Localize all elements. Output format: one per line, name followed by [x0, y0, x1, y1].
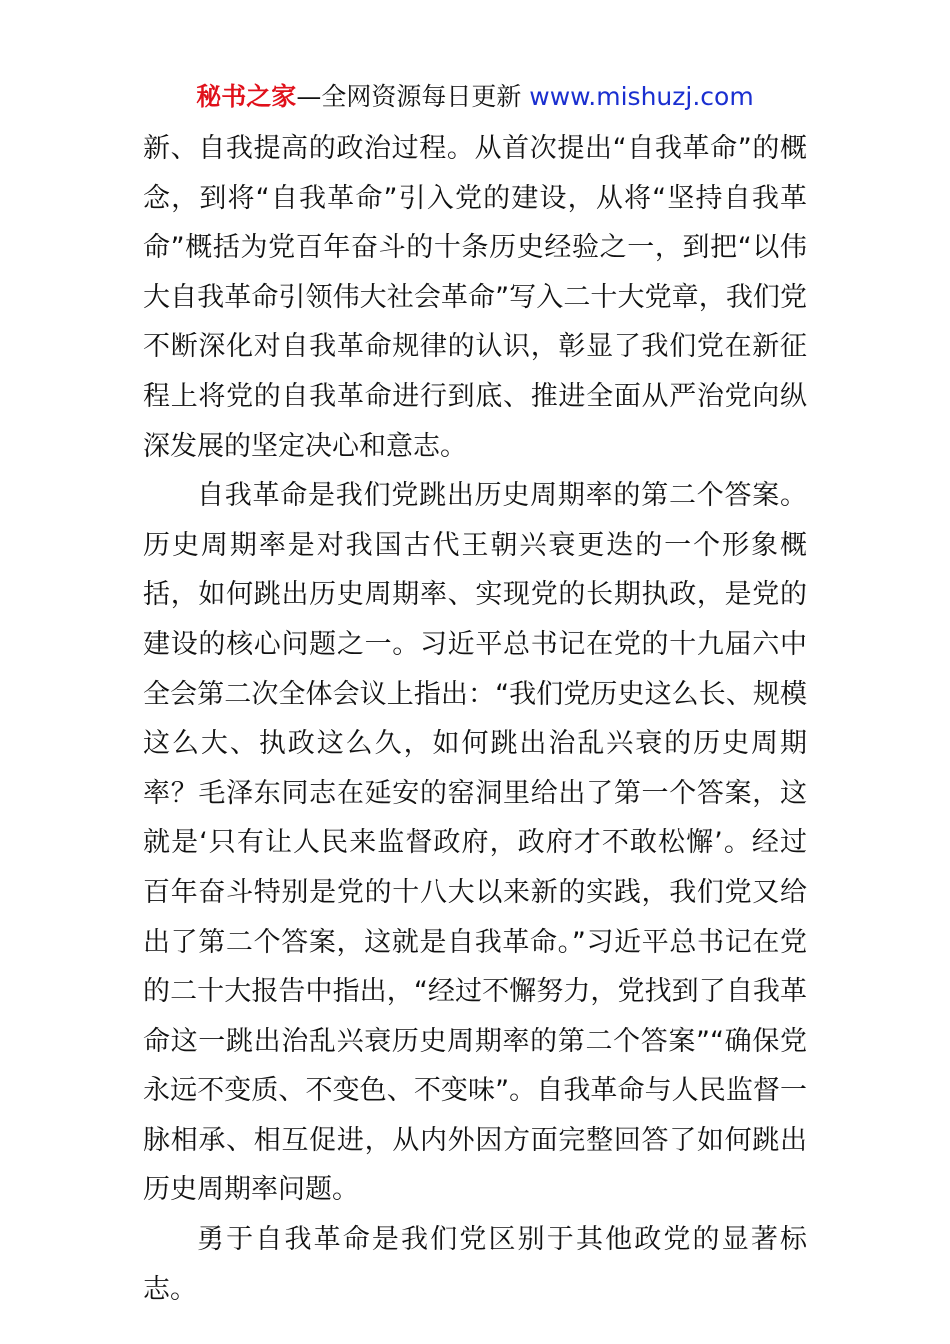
- document-body: [143, 124, 807, 1314]
- page-header: [0, 80, 950, 114]
- header-site-url[interactable]: www.mishuzj.com: [529, 82, 754, 111]
- header-slogan: —全网资源每日更新: [296, 82, 530, 111]
- paragraph: 新、自我提高的政治过程。从首次提出“自我革命”的概念，到将“自我革命”引入党的建设，从将“坚持自我革命”概括为党百年奋斗的十条历史经验之一，到把“以伟大自我革命引领伟大社会革命”写入二十大党章，我们党不断深化对自我革命规律的认识，彰显了我们党在新征程上将党的自我革命进行到底、推进全面从严治党向纵深发展的坚定决心和意志。: [143, 133, 807, 462]
- paragraph: 自我革命是我们党跳出历史周期率的第二个答案。历史周期率是对我国古代王朝兴衰更迭的一个形象概括，如何跳出历史周期率、实现党的长期执政，是党的建设的核心问题之一。习近平总书记在党的十九届六中全会第二次全体会议上指出：“我们党历史这么长、规模这么大、执政这么久，如何跳出治乱兴衰的历史周期率？毛泽东同志在延安的窑洞里给出了第一个答案，这就是‘只有让人民来监督政府，政府才不敢松懈’。经过百年奋斗特别是党的十八大以来新的实践，我们党又给出了第二个答案，这就是自我革命。”习近平总书记在党的二十大报告中指出，“经过不懈努力，党找到了自我革命这一跳出治乱兴衰历史周期率的第二个答案”“确保党永远不变质、不变色、不变味”。自我革命与人民监督一脉相承、相互促进，从内外因方面完整回答了如何跳出历史周期率问题。: [143, 480, 807, 1206]
- paragraph: 勇于自我革命是我们党区别于其他政党的显著标志。: [143, 1224, 807, 1305]
- header-brand: 秘书之家: [196, 82, 297, 111]
